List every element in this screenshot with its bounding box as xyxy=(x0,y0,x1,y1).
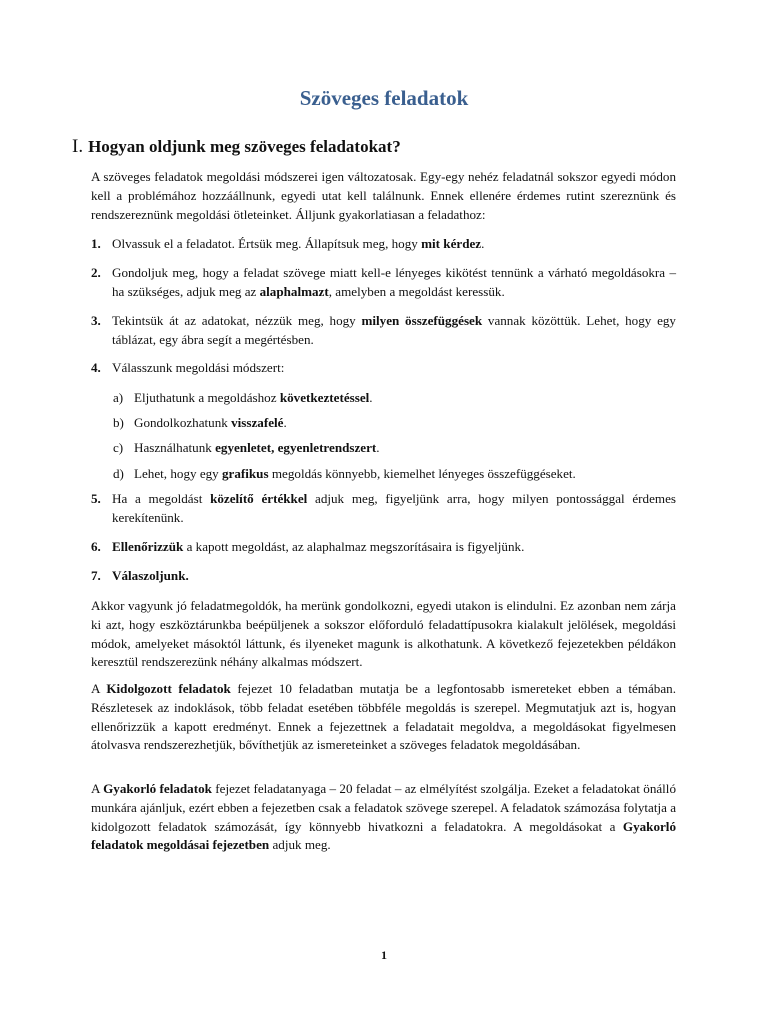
step-text-plain: Gondoljuk meg, hogy a feladat szövege miatt kell-e lényeges kikötést tennünk a várható megoldásokra – ha szükséges, adjuk meg az xyxy=(112,265,676,299)
step-text-bold: milyen összefüggések xyxy=(361,313,483,328)
step-number: 4. xyxy=(91,360,101,375)
substep-letter: d) xyxy=(113,466,124,481)
step-1 xyxy=(91,235,676,254)
substep-text-plain: Használhatunk xyxy=(134,440,216,455)
step-text-plain: Tekintsük át az adatokat, nézzük meg, hogy xyxy=(112,313,362,328)
step-text-bold: mit kérdez xyxy=(421,236,482,251)
substep-text-plain: Gondolkozhatunk xyxy=(134,415,232,430)
substep-text-plain: Eljuthatunk a megoldáshoz xyxy=(134,390,280,405)
paragraph-methods: Akkor vagyunk jó feladatmegoldók, ha merünk gondolkozni, egyedi utakon is elindulni. Ez azonban nem zárja ki azt, hogy eszköztárunkba beépüljenek a sokszor előforduló feladattípusokra kialakult jelölések, megoldási módok, amelyeket másoktól láttunk, és ilyeneket magunk is alkothatunk. A következő fejezetekben példákon keresztül rendszerezünk néhány alkalmas módszert. xyxy=(91,598,676,670)
substep-text-plain: . xyxy=(283,415,287,430)
step-text xyxy=(112,567,676,586)
step-7 xyxy=(91,567,676,586)
step-text-bold: alaphalmazt xyxy=(259,283,329,299)
text-plain: fejezet 10 feladatban mutatja be a legfontosabb ismereteket ebben a témában. Részletesek az indoklások, több feladat esetében többféle megoldás is szerepel. Megmutatjuk azt is, hogyan ellenőrizzük a kapott eredményt. Ennek a fejezettnek a feladatait megoldva, a megoldásokat figyelmesen átolvasva rendszerezhetjük, bővíthetjük az ismereteinket a szöveges feladatok megoldásában. xyxy=(91,681,676,753)
substep-text xyxy=(134,414,676,433)
step-text-plain: vannak közöttük. Lehet, hogy egy táblázat, egy ábra segít a megértésben. xyxy=(112,313,676,347)
substep-letter: a) xyxy=(113,390,124,405)
step-text-bold: közelítő értékkel xyxy=(210,491,308,506)
substep-text xyxy=(134,439,676,458)
step-text-plain: Olvassuk el a feladatot. Értsük meg. Állapítsuk meg, hogy xyxy=(112,236,422,251)
text-plain: adjuk meg. xyxy=(269,837,331,853)
step-number: 5. xyxy=(91,491,101,506)
text-plain: A xyxy=(91,781,104,796)
step-2 xyxy=(91,264,676,302)
step-text xyxy=(112,490,676,528)
text-bold: Gyakorló feladatok xyxy=(103,781,212,796)
substep-text-bold: következtetéssel xyxy=(279,390,370,405)
step-text xyxy=(112,312,676,350)
step-text-plain: , amelyben a megoldást keressük. xyxy=(328,283,505,299)
step-number: 2. xyxy=(91,265,101,280)
step-text xyxy=(112,235,676,254)
substep-letter: c) xyxy=(113,440,124,455)
step-number: 3. xyxy=(91,313,101,328)
text-plain: A xyxy=(91,681,107,696)
step-text-bold: Válaszoljunk. xyxy=(112,568,189,583)
step-text xyxy=(112,264,676,302)
section-heading xyxy=(72,136,401,158)
step-4 xyxy=(91,359,676,378)
text-bold: Gyakorló feladatok megoldásai fejezetben xyxy=(91,818,676,853)
substep-d xyxy=(113,465,676,484)
substep-text-plain: Lehet, hogy egy xyxy=(134,466,222,481)
step-text-plain: Ha a megoldást xyxy=(112,491,211,506)
step-3 xyxy=(91,312,676,350)
substep-b xyxy=(113,414,676,433)
intro-paragraph: A szöveges feladatok megoldási módszerei igen változatosak. Egy-egy nehéz feladatnál sokszor egyedi módon kell a problémához hozzáállnunk, egyedi utat kell találnunk. Ennek ellenére érdemes rutint szereznünk és rendszereznünk megoldási ötleteinket. Álljunk gyakorlatiasan a feladathoz: xyxy=(91,169,676,222)
substep-c xyxy=(113,439,676,458)
document-title: Szöveges feladatok xyxy=(299,86,469,110)
substep-text-plain: megoldás könnyebb, kiemelhet lényeges összefüggéseket. xyxy=(268,466,576,481)
substep-text-plain: . xyxy=(369,390,373,405)
substep-letter: b) xyxy=(113,415,124,430)
substep-text xyxy=(134,389,676,408)
step-number: 6. xyxy=(91,539,101,554)
section-heading-text: Hogyan oldjunk meg szöveges feladatokat? xyxy=(88,137,401,156)
paragraph-practice xyxy=(91,780,676,855)
step-5 xyxy=(91,490,676,528)
step-number: 7. xyxy=(91,568,101,583)
section-number: I. xyxy=(72,136,84,157)
step-6 xyxy=(91,538,676,557)
text-bold: Kidolgozott feladatok xyxy=(106,681,231,696)
step-number: 1. xyxy=(91,236,101,251)
step-text-plain: a kapott megoldást, az alaphalmaz megszorításaira is figyeljünk. xyxy=(183,539,525,554)
substep-text xyxy=(134,465,676,484)
step-text-bold: Ellenőrizzük xyxy=(112,539,184,554)
page-number: 1 xyxy=(381,948,387,962)
substep-text-bold: grafikus xyxy=(222,466,269,481)
step-text-plain: . xyxy=(481,236,485,251)
step-text xyxy=(112,538,676,557)
substep-text-bold: visszafelé xyxy=(231,415,284,430)
substep-text-plain: . xyxy=(376,440,380,455)
substep-a xyxy=(113,389,676,408)
text-plain: fejezet feladatanyaga – 20 feladat – az elmélyítést szolgálja. Ezeket a feladatokat önálló munkára ajánljuk, ezért ebben a fejezetben csak a feladatok szövege szerepel. A feladatok számozása folytatja a kidolgozott feladatok számozását, így könnyebb hivatkozni a feladatokra. A megoldásokat a xyxy=(91,781,676,834)
paragraph-worked-examples xyxy=(91,680,676,755)
step-text-plain: Válasszunk megoldási módszert: xyxy=(112,360,285,375)
step-text-plain: adjuk meg, figyeljünk arra, hogy milyen pontossággal érdemes kerekítenünk. xyxy=(112,491,676,525)
step-text xyxy=(112,359,676,378)
substep-text-bold: egyenletet, egyenletrendszert xyxy=(215,440,377,455)
